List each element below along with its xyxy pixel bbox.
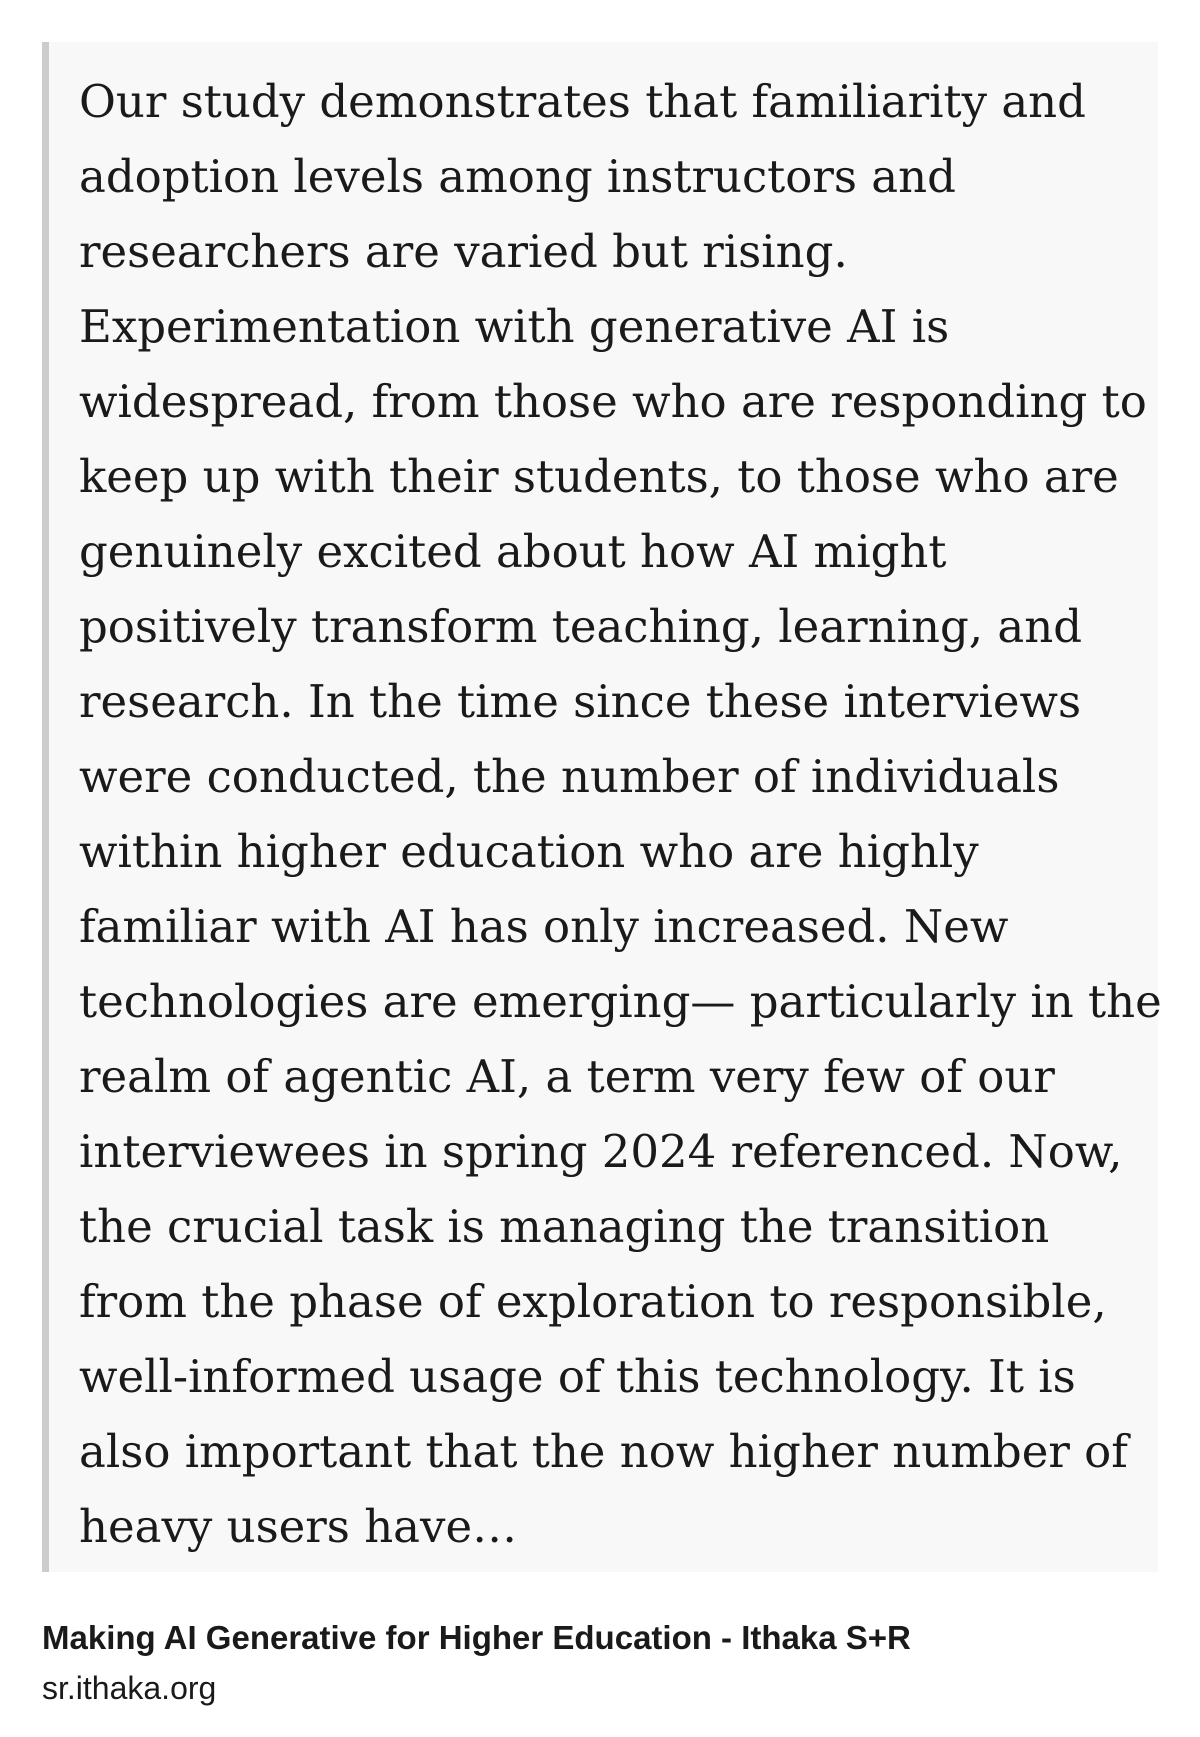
quote-line: familiar with AI has only increased. New xyxy=(79,900,1009,953)
quote-line: Our study demonstrates that familiarity and xyxy=(79,75,1086,128)
quote-card[interactable] xyxy=(42,42,1162,1572)
quote-line: the crucial task is managing the transition xyxy=(79,1200,1050,1253)
quote-line: genuinely excited about how AI might xyxy=(79,525,947,578)
source-title-link[interactable]: Making AI Generative for Higher Education - Ithaka S+R xyxy=(42,1619,911,1656)
quote-line: Experimentation with generative AI is xyxy=(79,300,950,353)
quote-line: technologies are emerging— particularly in the xyxy=(79,975,1162,1028)
source-domain: sr.ithaka.org xyxy=(42,1670,217,1706)
quote-line: keep up with their students, to those who are xyxy=(79,450,1119,503)
quote-line: adoption levels among instructors and xyxy=(79,150,956,203)
quote-line: widespread, from those who are responding to xyxy=(79,375,1147,428)
quote-text xyxy=(79,64,1162,1564)
quote-line: were conducted, the number of individuals xyxy=(79,750,1060,803)
quote-line: realm of agentic AI, a term very few of our xyxy=(79,1050,1055,1103)
quote-line: from the phase of exploration to responsible, xyxy=(79,1275,1107,1328)
quote-line: positively transform teaching, learning, and xyxy=(79,600,1083,653)
quote-line: within higher education who are highly xyxy=(79,825,979,878)
quote-line: researchers are varied but rising. xyxy=(79,225,848,278)
quote-line: research. In the time since these interviews xyxy=(79,675,1082,728)
quote-line: interviewees in spring 2024 referenced. Now, xyxy=(79,1125,1123,1178)
quote-line: heavy users have… xyxy=(79,1500,518,1553)
quote-line: well-informed usage of this technology. It is xyxy=(79,1350,1076,1403)
quote-line: also important that the now higher number of xyxy=(79,1425,1128,1478)
